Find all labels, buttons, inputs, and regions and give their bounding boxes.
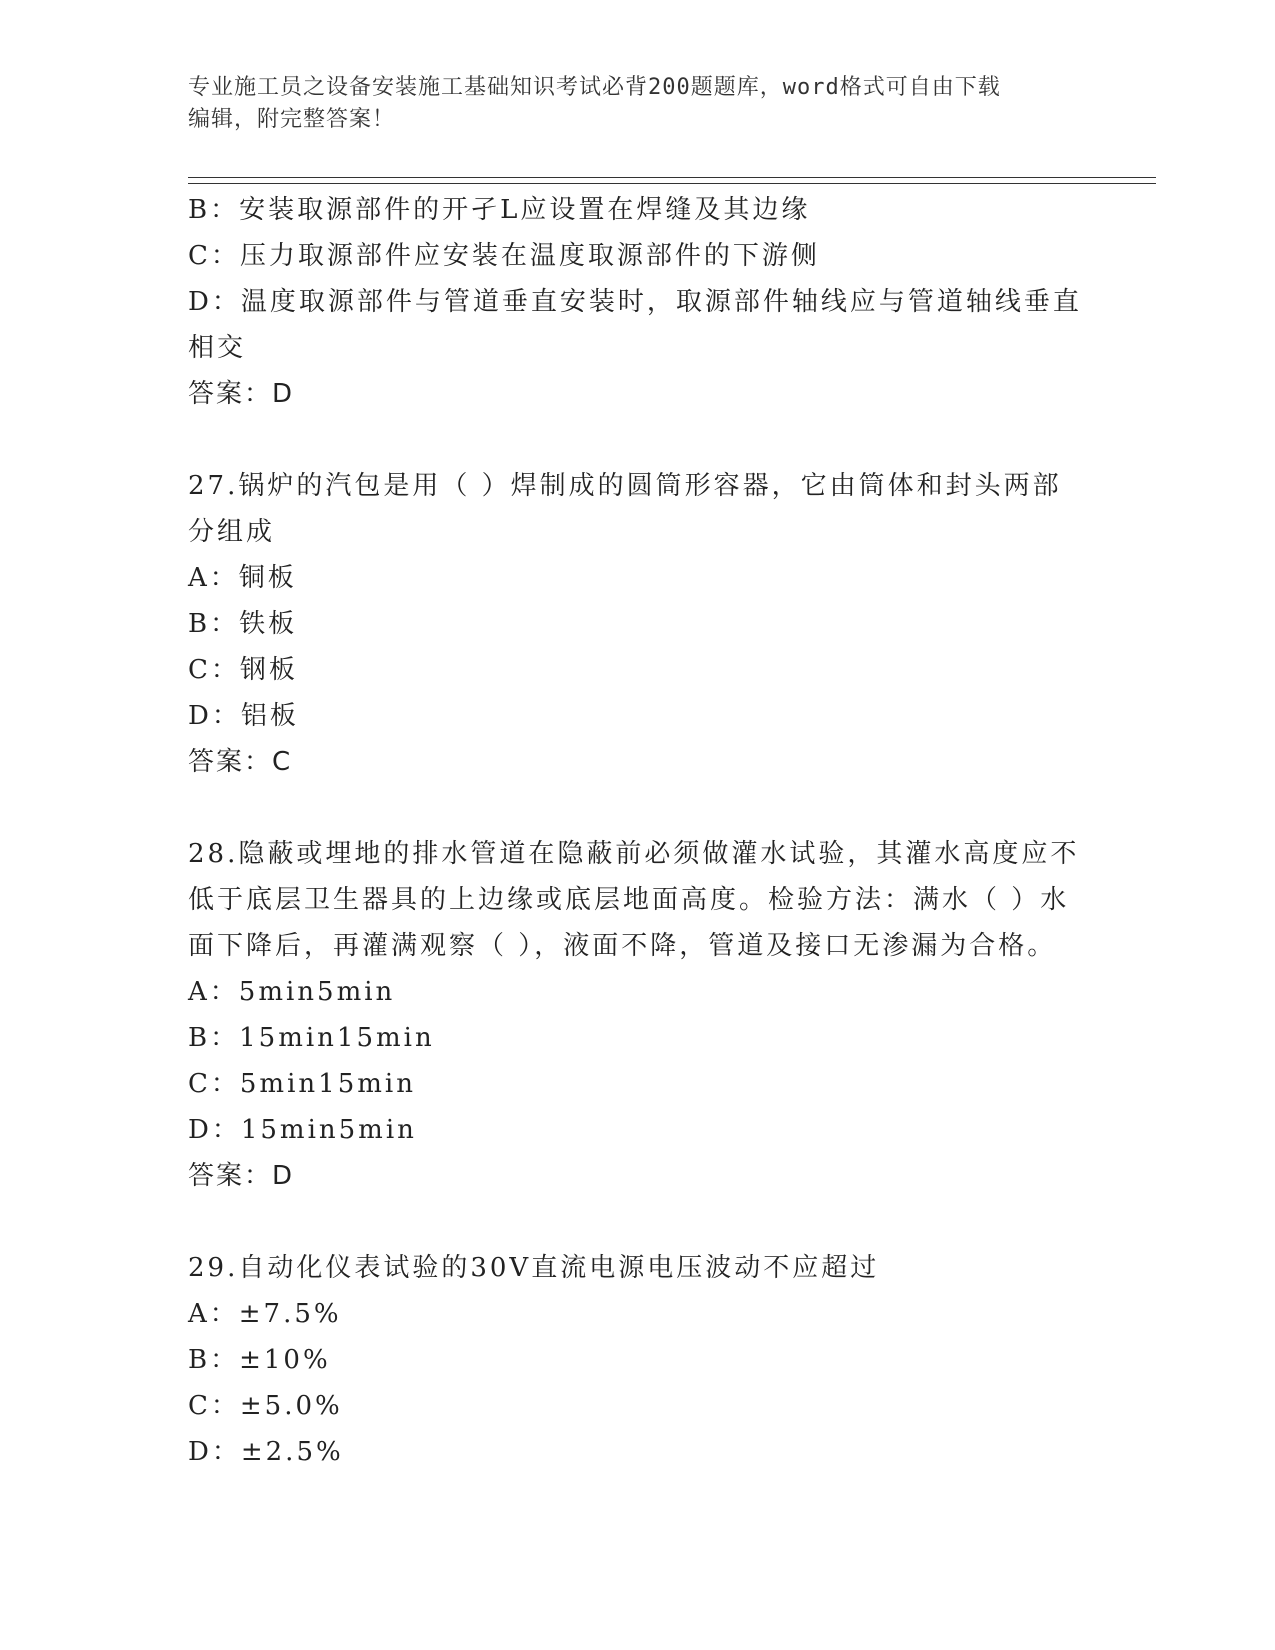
header-divider [188, 177, 1156, 184]
q27-option-b: B：铁板 [188, 609, 298, 639]
question-gap [188, 785, 1088, 831]
question-28 [188, 831, 1088, 1199]
q26-option-c: C：压力取源部件应安装在温度取源部件的下游侧 [188, 241, 820, 271]
q27-stem-cont: 分组成 [188, 517, 276, 547]
q27-stem: 27.锅炉的汽包是用（ ）焊制成的圆筒形容器，它由筒体和封头两部 [188, 471, 1062, 501]
q28-option-a: A：5min5min [188, 977, 396, 1007]
q28-stem: 28.隐蔽或埋地的排水管道在隐蔽前必须做灌水试验，其灌水高度应不 [188, 839, 1080, 869]
header-title-line-2: 编辑，附完整答案！ [188, 107, 396, 132]
q28-answer: 答案：D [188, 1161, 295, 1191]
question-26-continued [188, 187, 1088, 417]
q28-option-d: D：15min5min [188, 1115, 417, 1145]
q29-option-b: B：±10% [188, 1345, 331, 1375]
q29-option-d: D：±2.5% [188, 1437, 344, 1467]
q29-option-a: A：±7.5% [188, 1299, 342, 1329]
header-title-line-1: 专业施工员之设备安装施工基础知识考试必背200题题库，word格式可自由下载 [188, 75, 1001, 100]
q26-option-d: D：温度取源部件与管道垂直安装时，取源部件轴线应与管道轴线垂直 [188, 287, 1082, 317]
q28-option-b: B：15min15min [188, 1023, 435, 1053]
q27-answer: 答案：C [188, 747, 293, 777]
question-27 [188, 463, 1088, 785]
document-header [188, 72, 1088, 136]
q26-option-d-cont: 相交 [188, 333, 247, 363]
q28-stem-cont-2: 面下降后，再灌满观察（ ），液面不降，管道及接口无渗漏为合格。 [188, 931, 1057, 961]
question-list [188, 187, 1088, 1475]
q26-option-b: B：安装取源部件的开孑L应设置在焊缝及其边缘 [188, 195, 811, 225]
q27-option-a: A：铜板 [188, 563, 297, 593]
question-gap [188, 417, 1088, 463]
q27-option-d: D：铝板 [188, 701, 299, 731]
question-29 [188, 1245, 1088, 1475]
q29-stem: 29.自动化仪表试验的30V直流电源电压波动不应超过 [188, 1253, 880, 1283]
q26-answer: 答案：D [188, 379, 295, 409]
q28-option-c: C：5min15min [188, 1069, 416, 1099]
q29-option-c: C：±5.0% [188, 1391, 343, 1421]
q27-option-c: C：钢板 [188, 655, 298, 685]
question-gap [188, 1199, 1088, 1245]
q28-stem-cont-1: 低于底层卫生器具的上边缘或底层地面高度。检验方法：满水（ ）水 [188, 885, 1070, 915]
